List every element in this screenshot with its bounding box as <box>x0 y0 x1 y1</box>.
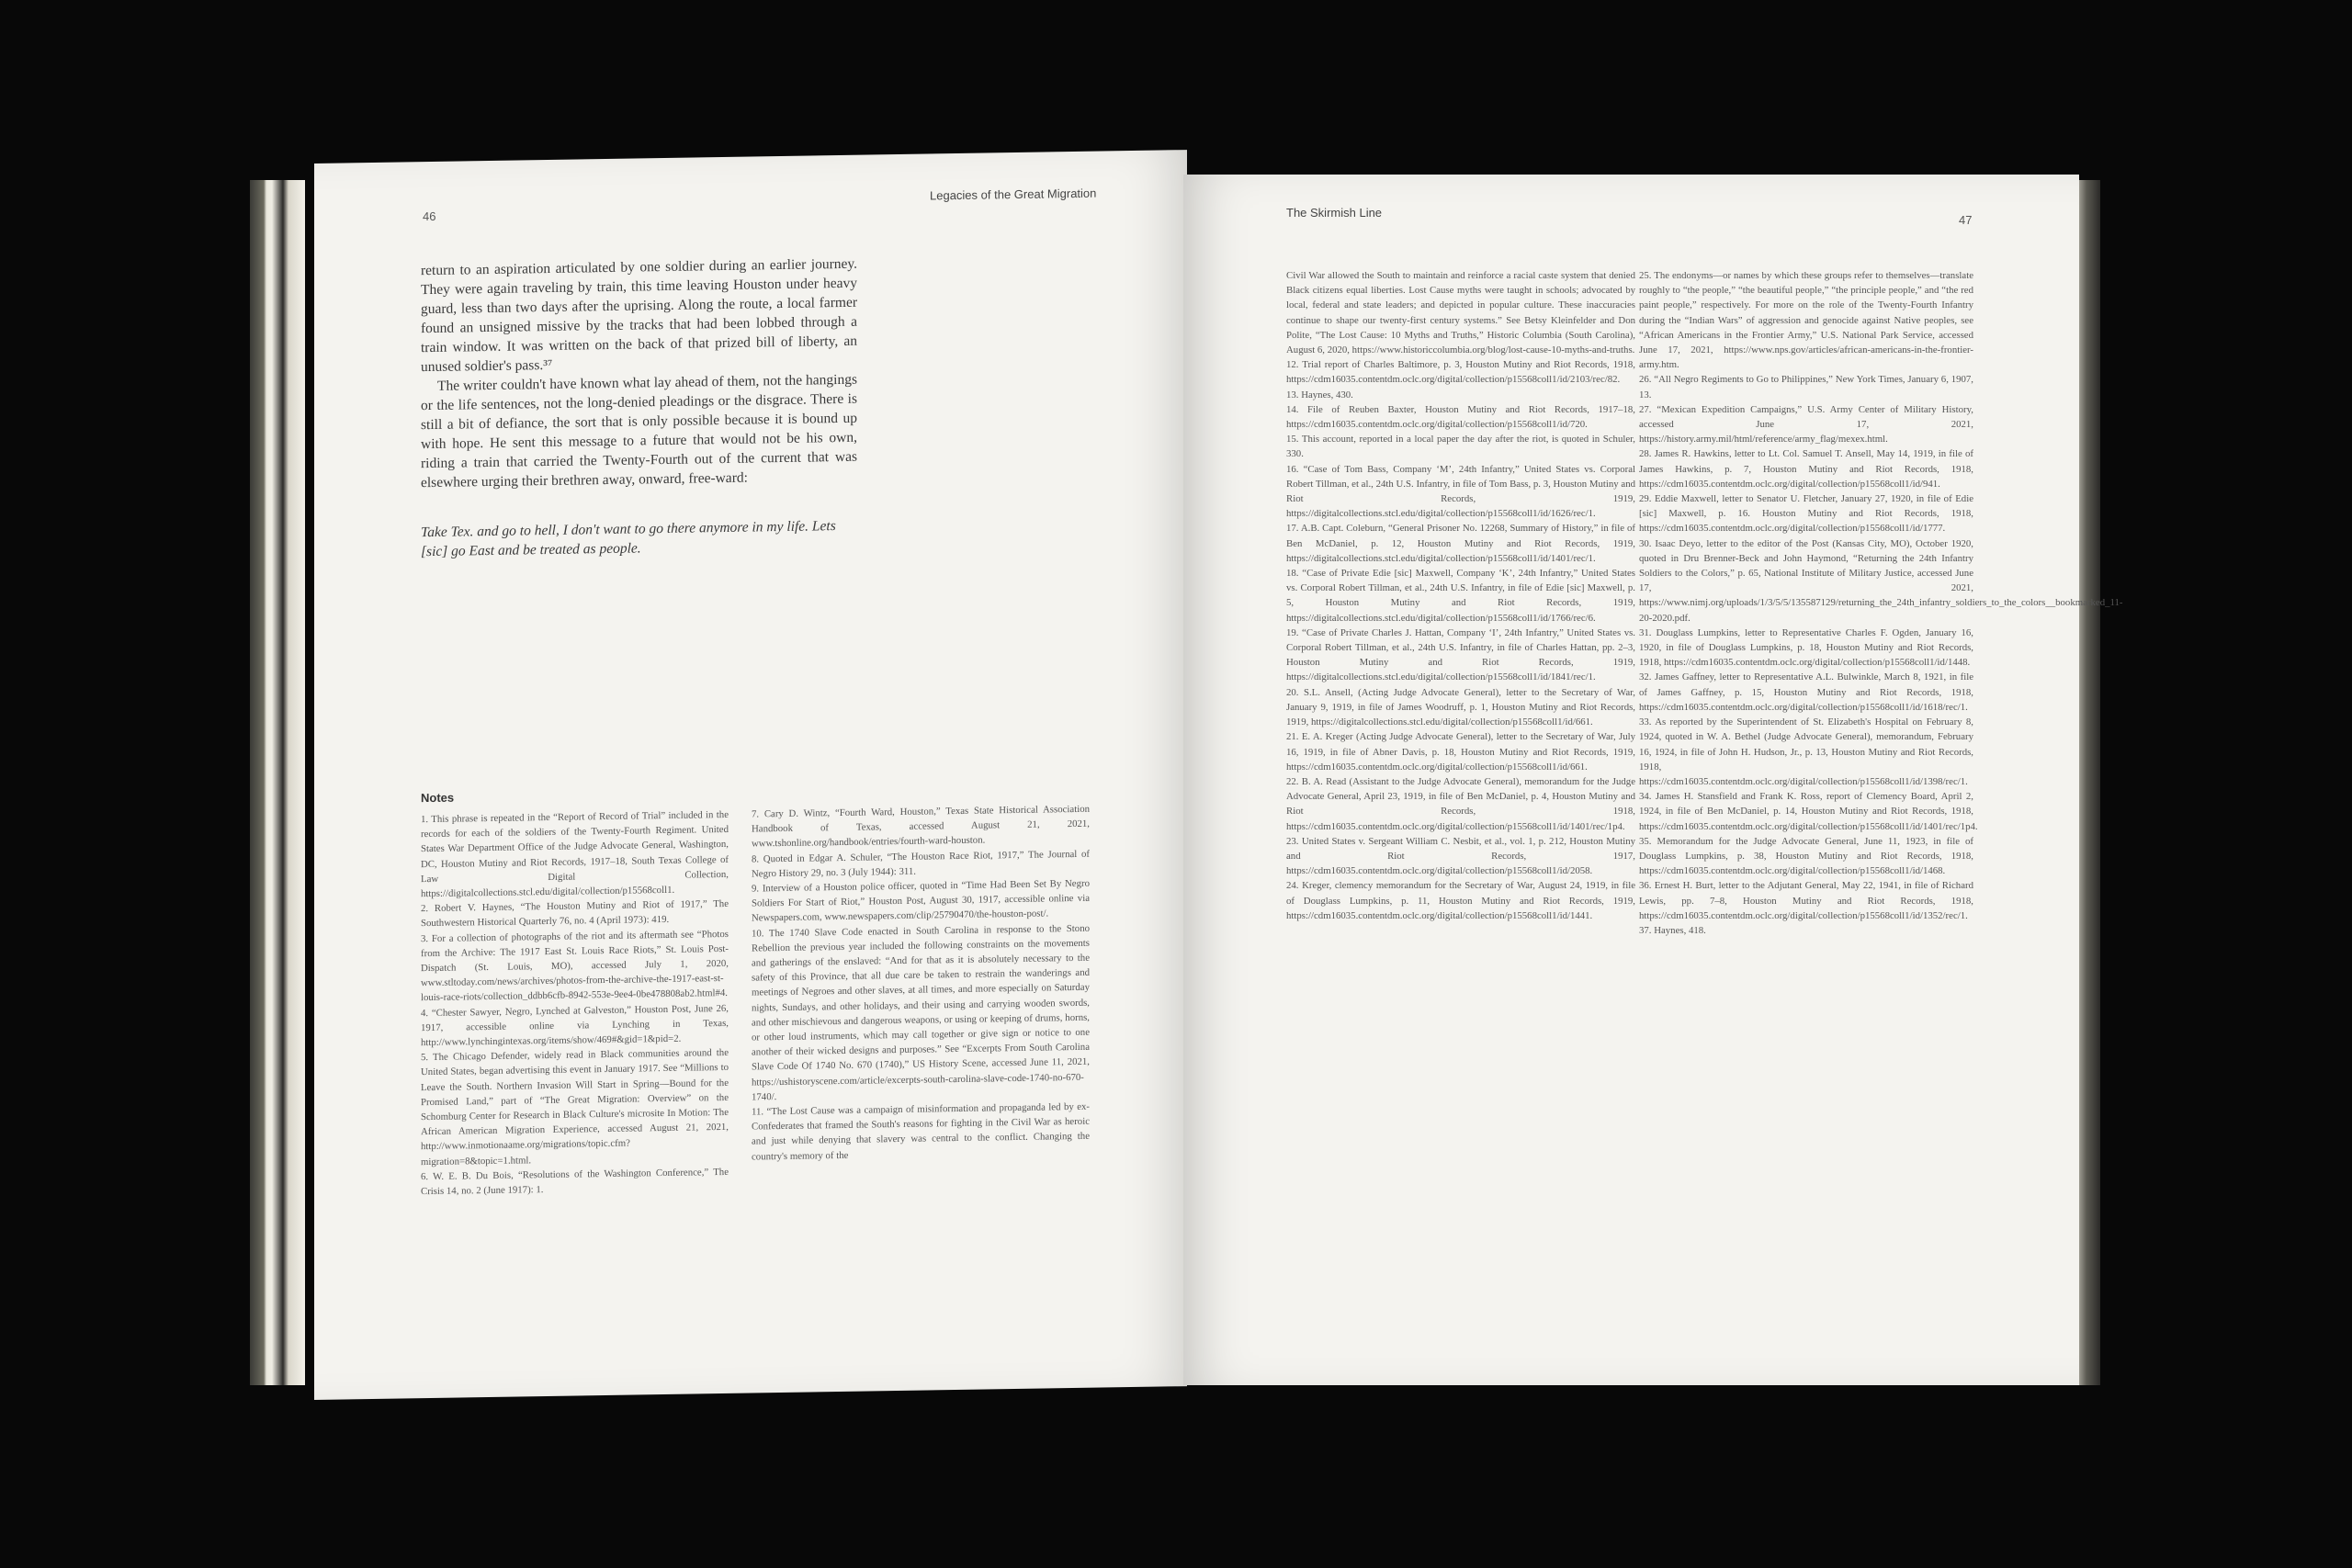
footnote: 22. B. A. Read (Assistant to the Judge Advocate General), memorandum for the Judge Advocate General, April 23, 1919, in file of Ben McDaniel, p. 4, Houston Mutiny and Riot Records, 1918, https://cdm16035.contentdm.oclc.org/digital/collection/p15568coll1/id/1401/rec/1p4. <box>1286 775 1635 832</box>
footnote: 12. Trial report of Charles Baltimore, p. 3, Houston Mutiny and Riot Records, 1918, https://cdm16035.contentdm.oclc.org/digital/collection/p15568coll1/id/2103/rec/82. <box>1286 359 1635 386</box>
footnote: 33. As reported by the Superintendent of St. Elizabeth's Hospital on February 8, 1924, quoted in W. A. Bethel (Judge Advocate General), memorandum, February 16, 1924, in file of John H. Hudson, Jr., p. 13, Houston Mutiny and Riot Records, 1918, https://cdm16035.contentdm.oclc.org/digital/collection/p15568coll1/id/1398/rec/1. <box>1639 716 1973 787</box>
footnote: 13. Haynes, 430. <box>1286 389 1353 400</box>
notes-column-1 <box>421 807 729 1200</box>
footnote: 15. This account, reported in a local paper the day after the riot, is quoted in Schuler, 330. <box>1286 434 1635 460</box>
body-paragraph: return to an aspiration articulated by one soldier during an earlier journey. They were again traveling by train, this time leaving Houston under heavy guard, less than two days after the uprising. Along the route, a local farmer found an unsigned missive by the tracks that had been lobbed through a train window. It was written on the back of that prized bill of liberty, an unused soldier's pass.³⁷ <box>421 255 857 376</box>
book-left-edge <box>250 180 305 1385</box>
body-paragraph: The writer couldn't have known what lay ahead of them, not the hangings or the life sentences, not the long-denied pleadings or the disgrace. There is still a bit of defiance, the sort that is only possible because it is bound up with hope. He sent this message to a future that would not be his own, riding a train that carried the Twenty-Fourth out of the current that was elsewhere urging their brethren away, onward, free-ward: <box>421 371 857 491</box>
footnote: 34. James H. Stansfield and Frank K. Ross, report of Clemency Board, April 2, 1924, in file of Ben McDaniel, p. 14, Houston Mutiny and Riot Records, 1918, https://cdm16035.contentdm.oclc.org/digital/collection/p15568coll1/id/1401/rec/1p4. <box>1639 791 1978 832</box>
footnote: 23. United States v. Sergeant William C. Nesbit, et al., vol. 1, p. 212, Houston Mutiny and Riot Records, 1917, https://cdm16035.contentdm.oclc.org/digital/collection/p15568coll1/id/2058. <box>1286 835 1635 877</box>
footnote: 35. Memorandum for the Judge Advocate General, June 11, 1923, in file of Douglass Lumpkins, p. 38, Houston Mutiny and Riot Records, 1918, https://cdm16035.contentdm.oclc.org/digital/collection/p15568coll1/id/1468. <box>1639 835 1973 877</box>
footnote: 2. Robert V. Haynes, “The Houston Mutiny and Riot of 1917,” The Southwestern Historical Quarterly 76, no. 4 (April 1973): 419. <box>421 898 729 930</box>
footnote: 16. “Case of Tom Bass, Company ‘M’, 24th Infantry,” United States vs. Corporal Robert Tillman, et al., 24th U.S. Infantry, in file of Tom Bass, p. 3, Houston Mutiny and Riot Records, 1919, https://digitalcollections.stcl.edu/digital/collection/p15568coll1/id/1626/rec/1. <box>1286 463 1635 520</box>
footnote: Civil War allowed the South to maintain and reinforce a racial caste system that denied Black citizens equal liberties. Lost Cause myths were taught in schools; advocated by local, federal and state leaders; and depicted in popular culture. These inaccuracies continue to shape our twenty-first century systems.” See Betsy Kleinfelder and Don Polite, “The Lost Cause: 10 Myths and Truths,” Historic Columbia (South Carolina), August 6, 2020, https://www.historiccolumbia.org/blog/lost-cause-10-myths-and-truths. <box>1286 270 1635 356</box>
footnote: 27. “Mexican Expedition Campaigns,” U.S. Army Center of Military History, accessed June 17, 2021, https://history.army.mil/html/reference/army_flag/mexex.html. <box>1639 403 1973 446</box>
notes-column-4 <box>1639 268 2123 938</box>
footnote: 9. Interview of a Houston police officer, quoted in “Time Had Been Set By Negro Soldiers For Start of Riot,” Houston Post, August 30, 1917, accessible online via Newspapers.com, www.newspapers.com/clip/25790470/the-houston-post/. <box>752 877 1090 924</box>
footnote: 25. The endonyms—or names by which these groups refer to themselves—translate roughly to “the people,” “the beautiful people,” “the principle people,” and “the red paint people,” respectively. For more on the role of the Twenty-Fourth Infantry during the “Indian Wars” of aggression and genocide against Native peoples, see “African Americans in the Frontier Army,” U.S. National Park Service, accessed June 17, 2021, https://www.nps.gov/articles/african-americans-in-the-frontier-army.htm. <box>1639 270 1973 371</box>
running-head-right: The Skirmish Line <box>1286 206 1383 220</box>
footnote: 31. Douglass Lumpkins, letter to Representative Charles F. Ogden, January 16, 1920, in file of Douglass Lumpkins, p. 18, Houston Mutiny and Riot Records, 1918, https://cdm16035.contentdm.oclc.org/digital/collection/p15568coll1/id/1448. <box>1639 626 1973 669</box>
footnote: 21. E. A. Kreger (Acting Judge Advocate General), letter to the Secretary of War, July 16, 1919, in file of Abner Davis, p. 18, Houston Mutiny and Riot Records, 1919, https://cdm16035.contentdm.oclc.org/digital/collection/p15568coll1/id/661. <box>1286 731 1635 773</box>
footnote: 6. W. E. B. Du Bois, “Resolutions of the Washington Conference,” The Crisis 14, no. 2 (June 1917): 1. <box>421 1166 729 1198</box>
right-page <box>1183 175 2123 1385</box>
footnote: 26. “All Negro Regiments to Go to Philippines,” New York Times, January 6, 1907, 13. <box>1639 374 1973 400</box>
footnote: 24. Kreger, clemency memorandum for the Secretary of War, August 24, 1919, in file of Douglass Lumpkins, p. 11, Houston Mutiny and Riot Records, 1919, https://cdm16035.contentdm.oclc.org/digital/collection/p15568coll1/id/1441. <box>1286 880 1635 921</box>
footnote: 32. James Gaffney, letter to Representative A.L. Bulwinkle, March 8, 1921, in file of James Gaffney, p. 15, Houston Mutiny and Riot Records, 1918, https://cdm16035.contentdm.oclc.org/digital/collection/p15568coll1/id/1618/rec/1. <box>1639 671 1973 713</box>
body-text <box>421 254 857 492</box>
page-number-left: 46 <box>423 209 436 224</box>
footnote: 18. “Case of Private Edie [sic] Maxwell, Company ‘K’, 24th Infantry,” United States vs. Corporal Robert Tillman, et al., 24th U.S. Infantry, in file of Edie [sic] Maxwell, p. 5, Houston Mutiny and Riot Records, 1919, https://digitalcollections.stcl.edu/digital/collection/p15568coll1/id/1766/rec/6. <box>1286 568 1635 624</box>
running-head-left: Legacies of the Great Migration <box>930 186 1097 203</box>
footnote: 36. Ernest H. Burt, letter to the Adjutant General, May 22, 1941, in file of Richard Lewis, pp. 7–8, Houston Mutiny and Riot Records, 1918, https://cdm16035.contentdm.oclc.org/digital/collection/p15568coll1/id/1352/rec/1. <box>1639 880 1973 921</box>
footnote: 37. Haynes, 418. <box>1639 924 1706 936</box>
notes-heading: Notes <box>421 790 455 806</box>
page-number-right: 47 <box>1959 213 1973 227</box>
footnote: 14. File of Reuben Baxter, Houston Mutiny and Riot Records, 1917–18, https://cdm16035.contentdm.oclc.org/digital/collection/p15568coll1/id/720. <box>1286 403 1635 431</box>
footnote: 30. Isaac Deyo, letter to the editor of the Post (Kansas City, MO), October 1920, quoted in Dru Brenner-Beck and John Haymond, “Returning the 24th Infantry Soldiers to the Colors,” p. 65, National Institute of Military Justice, accessed June 17, 2021, https://www.nimj.org/uploads/1/3/5/5/135587129/returning_the_24th_infantry_soldiers_to_the_colors__bookmarked_11-20-2020.pdf. <box>1639 537 2123 624</box>
notes-column-2 <box>752 802 1090 1165</box>
footnote: 10. The 1740 Slave Code enacted in South Carolina in response to the Stono Rebellion the previous year included the following constraints on the movements and gatherings of the enslaved: “And for that as it is absolutely necessary to the safety of this Province, that all due care be taken to restrain the wanderings and meetings of Negroes and other slaves, at all times, and more especially on Saturday nights, Sundays, and other holidays, and their using and carrying wooden swords, and other mischievous and dangerous weapons, or using or keeping of drums, horns, or other loud instruments, which may call together or give sign or notice to one another of their wicked designs and purposes.” See “Excerpts From South Carolina Slave Code Of 1740 No. 670 (1740),” US History Scene, accessed June 11, 2021, https://ushistoryscene.com/article/excerpts-south-carolina-slave-code-1740-no-670-1740/. <box>752 922 1090 1103</box>
footnote: 8. Quoted in Edgar A. Schuler, “The Houston Race Riot, 1917,” The Journal of Negro History 29, no. 3 (July 1944): 311. <box>752 848 1090 880</box>
footnote: 28. James R. Hawkins, letter to Lt. Col. Samuel T. Ansell, May 14, 1919, in file of James Hawkins, p. 7, Houston Mutiny and Riot Records, 1918, https://cdm16035.contentdm.oclc.org/digital/collection/p15568coll1/id/941. <box>1639 448 1973 490</box>
block-quote: Take Tex. and go to hell, I don't want to go there anymore in my life. Lets [sic] go East and be treated as people. <box>421 518 836 560</box>
footnote: 7. Cary D. Wintz, “Fourth Ward, Houston,” Texas State Historical Association Handbook of Texas, accessed August 21, 2021, www.tshonline.org/handbook/entries/fourth-ward-houston. <box>752 803 1090 850</box>
footnote: 20. S.L. Ansell, (Acting Judge Advocate General), letter to the Secretary of War, January 9, 1919, in file of James Woodruff, p. 1, Houston Mutiny and Riot Records, 1919, https://digitalcollections.stcl.edu/digital/collection/p15568coll1/id/661. <box>1286 686 1635 728</box>
footnote: 4. “Chester Sawyer, Negro, Lynched at Galveston,” Houston Post, June 26, 1917, accessible online via Lynching in Texas, http://www.lynchingintexas.org/items/show/469#&gid=1&pid=2. <box>421 1002 729 1049</box>
footnote: 1. This phrase is repeated in the “Report of Record of Trial” included in the records for each of the soldiers of the Twenty-Fourth Regiment. United States War Department Office of the Judge Advocate General, Washington, DC, Houston Mutiny and Riot Records, 1917–18, South Texas College of Law Digital Collection, https://digitalcollections.stcl.edu/digital/collection/p15568coll1. <box>421 808 729 900</box>
footnote: 29. Eddie Maxwell, letter to Senator U. Fletcher, January 27, 1920, in file of Edie [sic] Maxwell, p. 16. Houston Mutiny and Riot Records, 1918, https://cdm16035.contentdm.oclc.org/digital/collection/p15568coll1/id/1777. <box>1639 493 1973 535</box>
footnote: 5. The Chicago Defender, widely read in Black communities around the United States, began advertising this event in January 1917. See “Millions to Leave the South. Northern Invasion Will Start in Spring—Bound for the Promised Land,” part of “The Great Migration: Overview” on the Schomburg Center for Research in Black Culture's microsite In Motion: The African American Migration Experience, accessed August 21, 2021, http://www.inmotionaame.org/migrations/topic.cfm?migration=8&topic=1.html. <box>421 1047 729 1168</box>
notes-column-3 <box>1286 268 1635 923</box>
left-page <box>314 150 1187 1400</box>
footnote: 3. For a collection of photographs of the riot and its aftermath see “Photos from the Archive: The 1917 East St. Louis Race Riots,” St. Louis Post-Dispatch (St. Louis, MO), accessed July 1, 2020, www.stltoday.com/news/archives/photos-from-the-archive-the-1917-east-st-louis-race-riots/collection_ddbb6cfb-8942-553e-9ee4-0be478808ab2.html#4. <box>421 928 729 1004</box>
footnote: 17. A.B. Capt. Coleburn, “General Prisoner No. 12268, Summary of History,” in file of Ben McDaniel, p. 12, Houston Mutiny and Riot Records, 1919, https://digitalcollections.stcl.edu/digital/collection/p15568coll1/id/1401/rec/1. <box>1286 523 1635 564</box>
footnote: 19. “Case of Private Charles J. Hattan, Company ‘I’, 24th Infantry,” United States vs. Corporal Robert Tillman, et al., 24th U.S. Infantry, in file of Charles Hattan, pp. 2–3, Houston Mutiny and Riot Records, 1919, https://digitalcollections.stcl.edu/digital/collection/p15568coll1/id/1841/rec/1. <box>1286 626 1635 683</box>
footnote: 11. “The Lost Cause was a campaign of misinformation and propaganda led by ex-Confederates that framed the South's reasons for fighting in the Civil War as heroic and just while denying that slavery was central to the conflict. Changing the country's memory of the <box>752 1100 1090 1163</box>
